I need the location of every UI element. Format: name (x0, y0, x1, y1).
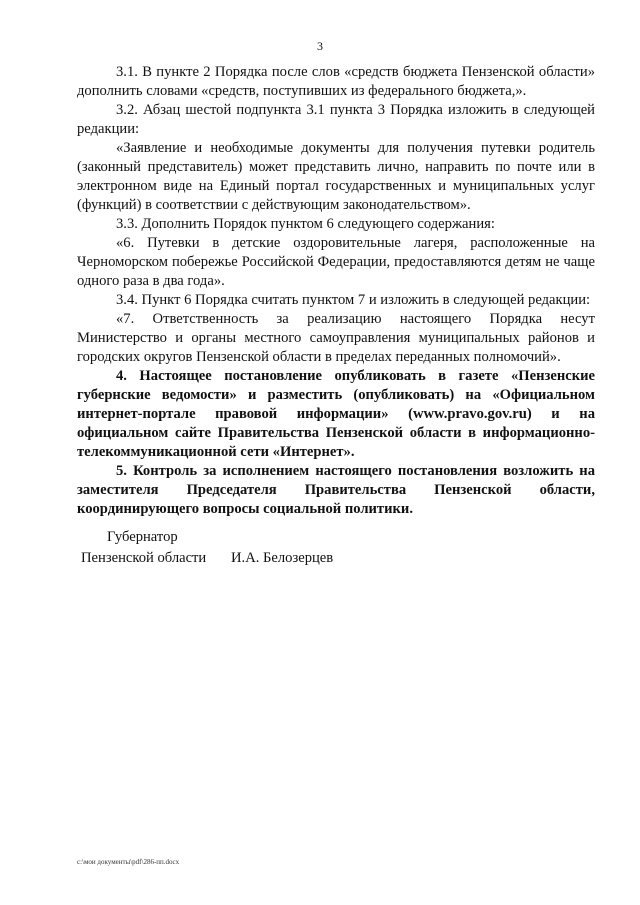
signature-block (77, 527, 477, 569)
page-number: 3 (317, 39, 323, 53)
file-path-footer: c:\мои документы\pdf\286-пп.docx (77, 858, 180, 866)
paragraph-3-3: 3.3. Дополнить Порядок пунктом 6 следующего содержания: (116, 216, 495, 232)
paragraph-3-3-quote: «6. Путевки в детские оздоровительные лагеря, расположенные на Черноморском побережье Российской Федерации, предоставляются детям не чаще одного раза в два года». (77, 235, 595, 289)
paragraph-3-4: 3.4. Пункт 6 Порядка считать пунктом 7 и изложить в следующей редакции: (116, 292, 591, 308)
paragraph-3-2: 3.2. Абзац шестой подпункта 3.1 пункта 3 Порядка изложить в следующей редакции: (77, 102, 595, 137)
signature-title: Губернатор (107, 529, 178, 545)
paragraph-4: 4. Настоящее постановление опубликовать в газете «Пензенские губернские ведомости» и разместить (опубликовать) на «Официальном интернет-портале правовой информации» (www.pravo.gov.ru) и на официальном сайте Правительства Пензенской области в информационно-телекоммуникационной сети «Интернет». (77, 368, 595, 460)
signature-name: И.А. Белозерцев (231, 550, 334, 566)
document-body (77, 63, 595, 519)
paragraph-3-1: 3.1. В пункте 2 Порядка после слов «средств бюджета Пензенской области» дополнить словами «средств, поступивших из федерального бюджета,». (77, 64, 595, 99)
paragraph-5: 5. Контроль за исполнением настоящего постановления возложить на заместителя Председателя Правительства Пензенской области, координирующего вопросы социальной политики. (77, 463, 595, 517)
signature-region: Пензенской области (81, 550, 207, 566)
paragraph-3-4-quote: «7. Ответственность за реализацию настоящего Порядка несут Министерство и органы местного самоуправления муниципальных районов и городских округов Пензенской области в пределах переданных полномочий». (77, 311, 595, 365)
paragraph-3-2-quote: «Заявление и необходимые документы для получения путевки родитель (законный представитель) может представить лично, направить по почте или в электронном виде на Единый портал государственных и муниципальных услуг (функций) в соответствии с действующим законодательством». (77, 140, 595, 213)
